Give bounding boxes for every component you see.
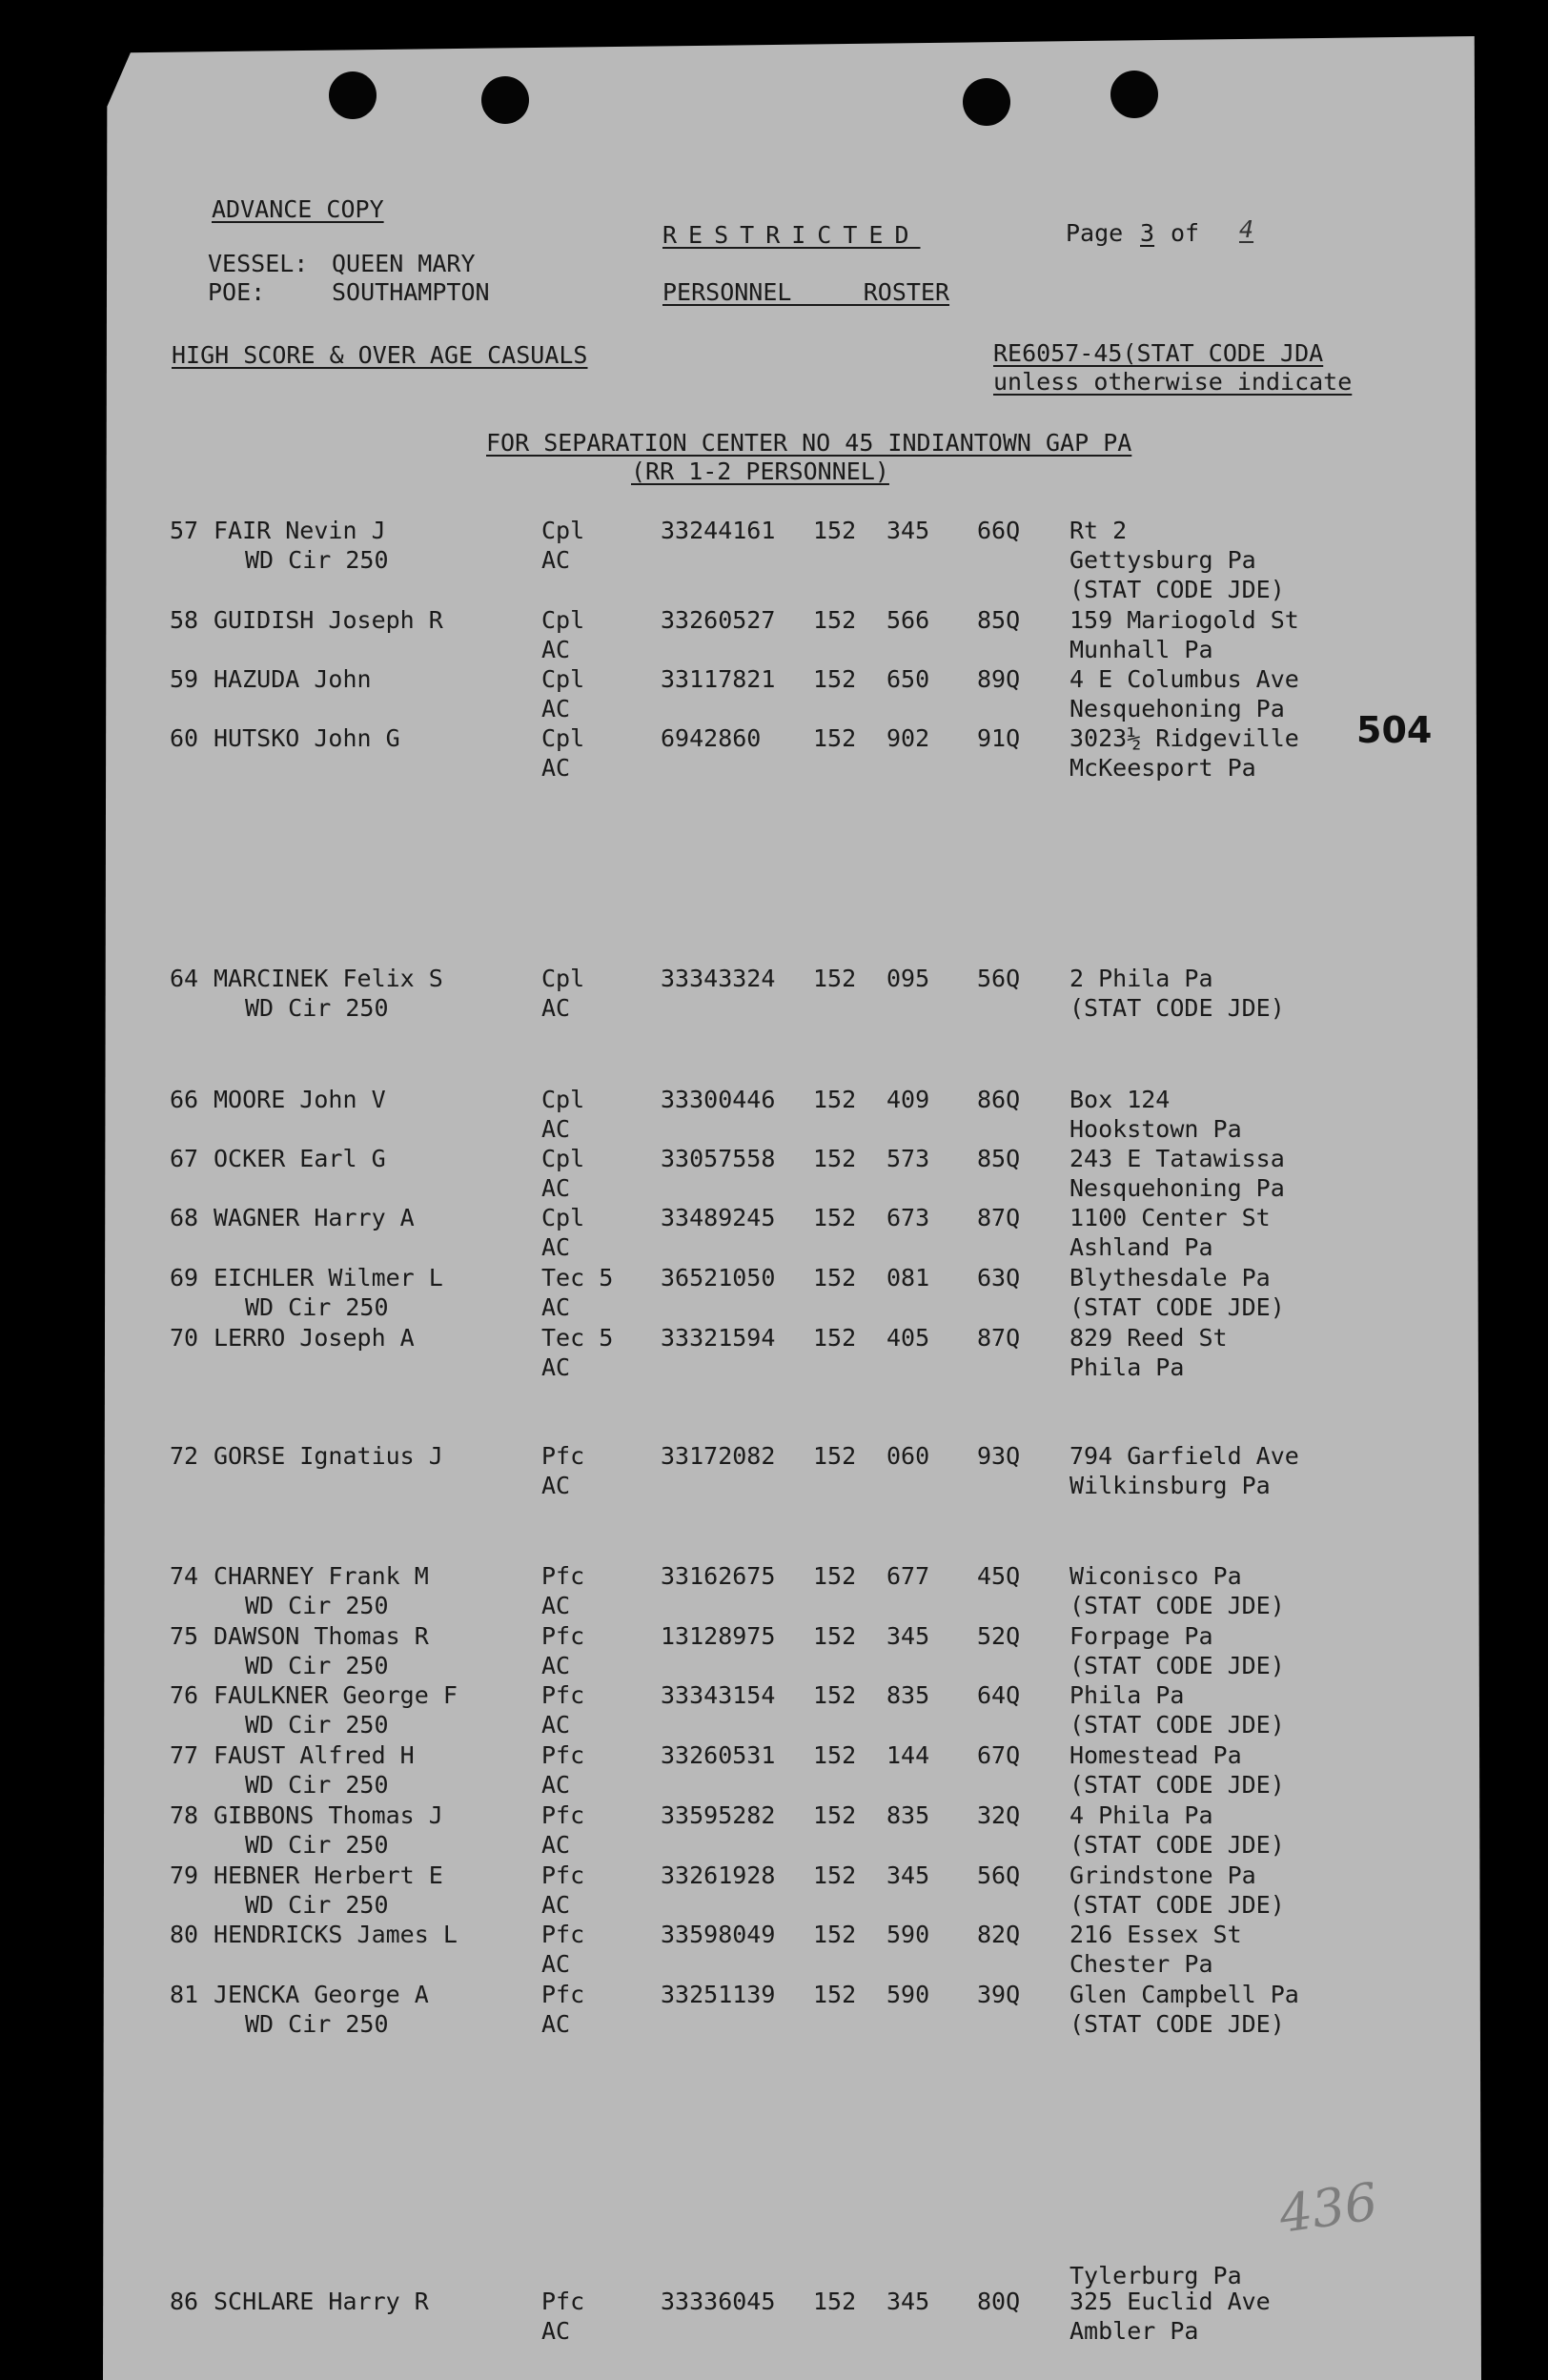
entry-addr: Box 124 — [1069, 1086, 1171, 1113]
entry-serial: 33172082 — [661, 1442, 776, 1470]
entry-arm: AC — [541, 1293, 571, 1321]
entry-c: 152 — [813, 965, 857, 992]
entry-addr: (STAT CODE JDE) — [1069, 1891, 1285, 1919]
entry-c: 152 — [813, 606, 857, 634]
entry-no: 81 — [170, 1981, 199, 2008]
entry-serial: 33343324 — [661, 965, 776, 992]
entry-rank: Cpl — [541, 1145, 585, 1172]
entry-addr: (STAT CODE JDE) — [1069, 1771, 1285, 1799]
entry-rank: Cpl — [541, 517, 585, 544]
entry-name: GIBBONS Thomas J — [214, 1801, 443, 1829]
entry-arm: AC — [541, 1233, 571, 1261]
entry-addr: Glen Campbell Pa — [1069, 1981, 1299, 2008]
entry-c: 152 — [813, 1741, 857, 1769]
entry-arm: AC — [541, 1115, 571, 1143]
entry-sub: WD Cir 250 — [245, 546, 389, 574]
page-label: Page — [1066, 219, 1124, 247]
entry-score: 63Q — [977, 1264, 1021, 1292]
entry-c: 152 — [813, 1801, 857, 1829]
entry-score: 85Q — [977, 606, 1021, 634]
entry-rank: Cpl — [541, 724, 585, 752]
entry-c: 152 — [813, 1921, 857, 1948]
entry-addr: (STAT CODE JDE) — [1069, 1711, 1285, 1739]
entry-serial: 33117821 — [661, 665, 776, 693]
pencil-note: 436 — [1275, 2171, 1381, 2245]
roster-row — [0, 1263, 1548, 1324]
ref-note: unless otherwise indicate — [993, 368, 1353, 396]
entry-addr: 829 Reed St — [1069, 1324, 1228, 1352]
entry-c: 405 — [886, 1324, 930, 1352]
entry-arm: AC — [541, 1652, 571, 1679]
vessel-label: VESSEL: — [208, 250, 309, 277]
entry-serial: 6942860 — [661, 724, 762, 752]
entry-serial: 33162675 — [661, 1562, 776, 1590]
ref-code: RE6057-45(STAT CODE JDA — [993, 339, 1324, 367]
entry-c: 409 — [886, 1086, 930, 1113]
entry-c: 345 — [886, 2288, 930, 2315]
entry-c: 152 — [813, 1145, 857, 1172]
entry-name: SCHLARE Harry R — [214, 2288, 429, 2315]
vessel-value: QUEEN MARY — [332, 250, 476, 277]
entry-score: 91Q — [977, 724, 1021, 752]
entry-addr: Hookstown Pa — [1069, 1115, 1242, 1143]
entry-c: 152 — [813, 1086, 857, 1113]
entry-c: 144 — [886, 1741, 930, 1769]
entry-arm: AC — [541, 1353, 571, 1381]
entry-arm: AC — [541, 2317, 571, 2345]
entry-c: 152 — [813, 2288, 857, 2315]
entry-addr: Blythesdale Pa — [1069, 1264, 1271, 1292]
entry-rank: Pfc — [541, 2288, 585, 2315]
entry-no: 75 — [170, 1622, 199, 1650]
extra-address-line: Tylerburg Pa — [1069, 2262, 1242, 2289]
entry-name: HENDRICKS James L — [214, 1921, 458, 1948]
entry-c: 590 — [886, 1981, 930, 2008]
entry-addr: Phila Pa — [1069, 1681, 1185, 1709]
entry-addr: Homestead Pa — [1069, 1741, 1242, 1769]
entry-no: 59 — [170, 665, 199, 693]
entry-name: MOORE John V — [214, 1086, 386, 1113]
entry-addr: Nesquehoning Pa — [1069, 695, 1285, 722]
roster-row — [0, 1621, 1548, 1682]
entry-c: 650 — [886, 665, 930, 693]
entry-name: FAIR Nevin J — [214, 517, 386, 544]
entry-c: 345 — [886, 1622, 930, 1650]
entry-name: GORSE Ignatius J — [214, 1442, 443, 1470]
entry-sub: WD Cir 250 — [245, 1592, 389, 1619]
entry-c: 095 — [886, 965, 930, 992]
entry-name: HUTSKO John G — [214, 724, 400, 752]
punch-hole-icon — [963, 78, 1010, 126]
entry-arm: AC — [541, 695, 571, 722]
entry-rank: Pfc — [541, 1741, 585, 1769]
entry-rank: Pfc — [541, 1562, 585, 1590]
entry-addr: Nesquehoning Pa — [1069, 1174, 1285, 1202]
entry-arm: AC — [541, 2010, 571, 2038]
entry-c: 673 — [886, 1204, 930, 1231]
entry-rank: Tec 5 — [541, 1324, 614, 1352]
entry-serial: 33260527 — [661, 606, 776, 634]
entry-score: 89Q — [977, 665, 1021, 693]
entry-no: 69 — [170, 1264, 199, 1292]
entry-c: 152 — [813, 1622, 857, 1650]
entry-c: 345 — [886, 1861, 930, 1889]
entry-no: 60 — [170, 724, 199, 752]
entry-addr: Rt 2 — [1069, 517, 1128, 544]
entry-serial: 33244161 — [661, 517, 776, 544]
entry-arm: AC — [541, 1472, 571, 1499]
entry-c: 152 — [813, 665, 857, 693]
entry-score: 80Q — [977, 2288, 1021, 2315]
entry-addr: Ashland Pa — [1069, 1233, 1213, 1261]
entry-name: EICHLER Wilmer L — [214, 1264, 443, 1292]
entry-addr: 159 Mariogold St — [1069, 606, 1299, 634]
roster-row — [0, 1680, 1548, 1741]
entry-no: 80 — [170, 1921, 199, 1948]
entry-c: 677 — [886, 1562, 930, 1590]
entry-addr: 2 Phila Pa — [1069, 965, 1213, 992]
entry-addr: Gettysburg Pa — [1069, 546, 1256, 574]
entry-serial: 33260531 — [661, 1741, 776, 1769]
restricted-heading: RESTRICTED — [662, 221, 921, 249]
roster-row — [0, 1740, 1548, 1801]
entry-addr: (STAT CODE JDE) — [1069, 1831, 1285, 1859]
entry-rank: Pfc — [541, 1681, 585, 1709]
entry-no: 64 — [170, 965, 199, 992]
entry-serial: 33598049 — [661, 1921, 776, 1948]
page-total: 4 — [1239, 215, 1254, 243]
entry-arm: AC — [541, 546, 571, 574]
entry-addr: 794 Garfield Ave — [1069, 1442, 1299, 1470]
entry-addr: (STAT CODE JDE) — [1069, 1652, 1285, 1679]
entry-score: 85Q — [977, 1145, 1021, 1172]
group-title: HIGH SCORE & OVER AGE CASUALS — [172, 341, 588, 369]
entry-rank: Pfc — [541, 1861, 585, 1889]
page-of: of — [1171, 219, 1200, 247]
entry-addr: Phila Pa — [1069, 1353, 1185, 1381]
roster-row — [0, 964, 1548, 1025]
entry-score: 82Q — [977, 1921, 1021, 1948]
entry-score: 64Q — [977, 1681, 1021, 1709]
entry-sub: WD Cir 250 — [245, 1293, 389, 1321]
entry-c: 566 — [886, 606, 930, 634]
entry-serial: 33343154 — [661, 1681, 776, 1709]
entry-c: 345 — [886, 517, 930, 544]
entry-score: 45Q — [977, 1562, 1021, 1590]
roster-row — [0, 1920, 1548, 1981]
entry-arm: AC — [541, 1891, 571, 1919]
entry-addr: 3023½ Ridgeville — [1069, 724, 1299, 752]
entry-name: WAGNER Harry A — [214, 1204, 415, 1231]
entry-score: 39Q — [977, 1981, 1021, 2008]
entry-addr: Wilkinsburg Pa — [1069, 1472, 1271, 1499]
entry-sub: WD Cir 250 — [245, 1831, 389, 1859]
entry-sub: WD Cir 250 — [245, 1891, 389, 1919]
entry-serial: 33595282 — [661, 1801, 776, 1829]
entry-c: 152 — [813, 1861, 857, 1889]
entry-name: HEBNER Herbert E — [214, 1861, 443, 1889]
entry-c: 152 — [813, 1204, 857, 1231]
entry-name: OCKER Earl G — [214, 1145, 386, 1172]
roster-row — [0, 516, 1548, 603]
entry-addr: Wiconisco Pa — [1069, 1562, 1242, 1590]
entry-score: 56Q — [977, 1861, 1021, 1889]
entry-rank: Cpl — [541, 1086, 585, 1113]
entry-serial: 33251139 — [661, 1981, 776, 2008]
entry-no: 76 — [170, 1681, 199, 1709]
entry-addr: Munhall Pa — [1069, 636, 1213, 663]
entry-serial: 36521050 — [661, 1264, 776, 1292]
entry-arm: AC — [541, 754, 571, 782]
entry-arm: AC — [541, 636, 571, 663]
separation-center-line: FOR SEPARATION CENTER NO 45 INDIANTOWN GAP PA — [486, 429, 1132, 457]
entry-rank: Pfc — [541, 1981, 585, 2008]
entry-c: 152 — [813, 1442, 857, 1470]
entry-arm: AC — [541, 1771, 571, 1799]
entry-c: 152 — [813, 1681, 857, 1709]
entry-rank: Cpl — [541, 1204, 585, 1231]
entry-addr: 325 Euclid Ave — [1069, 2288, 1271, 2315]
entry-name: GUIDISH Joseph R — [214, 606, 443, 634]
entry-score: 67Q — [977, 1741, 1021, 1769]
punch-hole-icon — [329, 71, 377, 119]
entry-score: 32Q — [977, 1801, 1021, 1829]
entry-c: 152 — [813, 1562, 857, 1590]
entry-name: HAZUDA John — [214, 665, 372, 693]
roster-title: PERSONNEL _ _ ROSTER — [662, 278, 950, 306]
advance-copy-label: ADVANCE COPY — [212, 195, 384, 223]
entry-no: 66 — [170, 1086, 199, 1113]
entry-addr: Grindstone Pa — [1069, 1861, 1256, 1889]
entry-addr: (STAT CODE JDE) — [1069, 1592, 1285, 1619]
entry-name: LERRO Joseph A — [214, 1324, 415, 1352]
entry-addr: Ambler Pa — [1069, 2317, 1199, 2345]
entry-sub: WD Cir 250 — [245, 1771, 389, 1799]
entry-score: 52Q — [977, 1622, 1021, 1650]
entry-serial: 33336045 — [661, 2288, 776, 2315]
entry-rank: Pfc — [541, 1622, 585, 1650]
entry-rank: Cpl — [541, 606, 585, 634]
entry-rank: Pfc — [541, 1442, 585, 1470]
entry-name: FAULKNER George F — [214, 1681, 458, 1709]
entry-score: 93Q — [977, 1442, 1021, 1470]
entry-serial: 33300446 — [661, 1086, 776, 1113]
roster-row — [0, 1861, 1548, 1922]
punch-hole-icon — [481, 76, 529, 124]
entry-no: 58 — [170, 606, 199, 634]
entry-rank: Pfc — [541, 1921, 585, 1948]
entry-arm: AC — [541, 1174, 571, 1202]
entry-c: 152 — [813, 517, 857, 544]
entry-sub: WD Cir 250 — [245, 2010, 389, 2038]
entry-c: 590 — [886, 1921, 930, 1948]
entry-name: DAWSON Thomas R — [214, 1622, 429, 1650]
roster-row — [0, 1561, 1548, 1622]
entry-no: 74 — [170, 1562, 199, 1590]
entry-addr: (STAT CODE JDE) — [1069, 2010, 1285, 2038]
entry-arm: AC — [541, 1831, 571, 1859]
entry-c: 152 — [813, 1981, 857, 2008]
entry-arm: AC — [541, 1711, 571, 1739]
entry-arm: AC — [541, 1950, 571, 1978]
entry-serial: 13128975 — [661, 1622, 776, 1650]
roster-row — [0, 1800, 1548, 1861]
entry-no: 68 — [170, 1204, 199, 1231]
entry-c: 835 — [886, 1681, 930, 1709]
entry-no: 67 — [170, 1145, 199, 1172]
entry-serial: 33261928 — [661, 1861, 776, 1889]
entry-name: MARCINEK Felix S — [214, 965, 443, 992]
entry-c: 152 — [813, 1264, 857, 1292]
entry-no: 77 — [170, 1741, 199, 1769]
entry-score: 87Q — [977, 1324, 1021, 1352]
entry-arm: AC — [541, 994, 571, 1022]
entry-addr: 216 Essex St — [1069, 1921, 1242, 1948]
roster-row — [0, 1203, 1548, 1264]
entry-rank: Cpl — [541, 665, 585, 693]
entry-addr-line3: (STAT CODE JDE) — [1069, 576, 1285, 603]
entry-rank: Pfc — [541, 1801, 585, 1829]
poe-value: SOUTHAMPTON — [332, 278, 490, 306]
margin-stamp: 504 — [1356, 709, 1433, 751]
entry-no: 57 — [170, 517, 199, 544]
entry-name: JENCKA George A — [214, 1981, 429, 2008]
roster-row — [0, 723, 1548, 784]
entry-c: 152 — [813, 1324, 857, 1352]
entry-serial: 33057558 — [661, 1145, 776, 1172]
roster-row — [0, 1980, 1548, 2041]
entry-addr: Forpage Pa — [1069, 1622, 1213, 1650]
roster-row — [0, 2287, 1548, 2348]
entry-serial: 33489245 — [661, 1204, 776, 1231]
entry-sub: WD Cir 250 — [245, 994, 389, 1022]
entry-c: 060 — [886, 1442, 930, 1470]
entry-addr: 1100 Center St — [1069, 1204, 1271, 1231]
entry-no: 72 — [170, 1442, 199, 1470]
entry-addr: 4 E Columbus Ave — [1069, 665, 1299, 693]
poe-label: POE: — [208, 278, 266, 306]
entry-name: FAUST Alfred H — [214, 1741, 415, 1769]
page-number: 3 — [1140, 219, 1155, 247]
entry-sub: WD Cir 250 — [245, 1711, 389, 1739]
entry-no: 78 — [170, 1801, 199, 1829]
entry-addr: (STAT CODE JDE) — [1069, 994, 1285, 1022]
entry-c: 152 — [813, 724, 857, 752]
entry-rank: Cpl — [541, 965, 585, 992]
entry-score: 56Q — [977, 965, 1021, 992]
roster-row — [0, 1441, 1548, 1502]
entry-addr: 4 Phila Pa — [1069, 1801, 1213, 1829]
entry-c: 835 — [886, 1801, 930, 1829]
entry-rank: Tec 5 — [541, 1264, 614, 1292]
entry-serial: 33321594 — [661, 1324, 776, 1352]
entry-c: 902 — [886, 724, 930, 752]
separation-center-sub: (RR 1-2 PERSONNEL) — [631, 458, 889, 485]
entry-addr: (STAT CODE JDE) — [1069, 1293, 1285, 1321]
entry-no: 70 — [170, 1324, 199, 1352]
entry-arm: AC — [541, 1592, 571, 1619]
entry-name: CHARNEY Frank M — [214, 1562, 429, 1590]
roster-row — [0, 664, 1548, 725]
entry-no: 86 — [170, 2288, 199, 2315]
roster-row — [0, 605, 1548, 666]
entry-addr: 243 E Tatawissa — [1069, 1145, 1285, 1172]
entry-no: 79 — [170, 1861, 199, 1889]
entry-score: 87Q — [977, 1204, 1021, 1231]
entry-sub: WD Cir 250 — [245, 1652, 389, 1679]
punch-hole-icon — [1110, 71, 1158, 118]
entry-addr: Chester Pa — [1069, 1950, 1213, 1978]
roster-row — [0, 1144, 1548, 1205]
entry-score: 66Q — [977, 517, 1021, 544]
entry-score: 86Q — [977, 1086, 1021, 1113]
entry-c: 573 — [886, 1145, 930, 1172]
roster-row — [0, 1323, 1548, 1384]
entry-addr: McKeesport Pa — [1069, 754, 1256, 782]
entry-c: 081 — [886, 1264, 930, 1292]
roster-row — [0, 1085, 1548, 1146]
